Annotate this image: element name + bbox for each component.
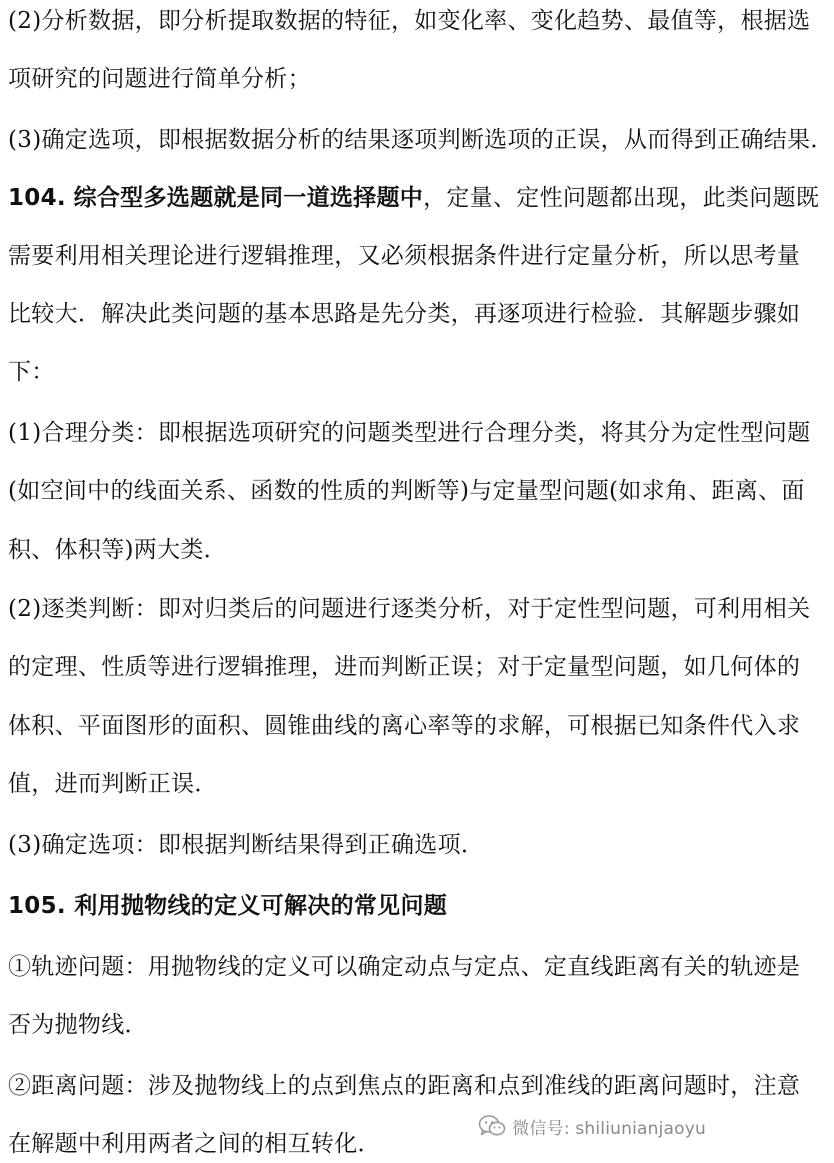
paragraph-line: 需要利用相关理论进行逻辑推理，又必须根据条件进行定量分析，所以思考量 <box>8 243 801 269</box>
paragraph-line: (1)合理分类：即根据选项研究的问题类型进行合理分类，将其分为定性型问题 <box>8 420 811 446</box>
section-105-heading <box>8 891 710 921</box>
section-number: 105. <box>8 893 66 919</box>
paragraph-line: ①轨迹问题：用抛物线的定义可以确定动点与定点、定直线距离有关的轨迹是 <box>8 954 801 980</box>
section-105-title: 利用抛物线的定义可解决的常见问题 <box>74 892 448 919</box>
section-104-lead: 综合型多选题就是同一道选择题中 <box>73 184 424 211</box>
paragraph-line: 值，进而判断正误． <box>8 771 218 797</box>
section-104-lead-rest: ，定量、定性问题都出现，此类问题既 <box>423 185 820 211</box>
paragraph-line: 项研究的问题进行简单分析； <box>8 66 311 92</box>
paragraph-line: (3)确定选项：即根据判断结果得到正确选项． <box>8 832 485 858</box>
paragraph-line: 在解题中利用两者之间的相互转化． <box>8 1131 381 1157</box>
paragraph-line: (2)逐类判断：即对归类后的问题进行逐类分析，对于定性型问题，可利用相关 <box>8 596 811 622</box>
paragraph-line: 比较大．解决此类问题的基本思路是先分类，再逐项进行检验．其解题步骤如 <box>8 301 801 327</box>
watermark <box>478 1110 706 1142</box>
watermark-text: 微信号: shiliunianjaoyu <box>512 1118 706 1139</box>
section-104-first-line <box>8 183 820 213</box>
paragraph-line: 的定理、性质等进行逻辑推理，进而判断正误；对于定量型问题，如几何体的 <box>8 654 801 680</box>
paragraph-line: 下： <box>8 359 55 385</box>
wechat-icon <box>478 1114 506 1138</box>
paragraph-line: 体积、平面图形的面积、圆锥曲线的离心率等的求解，可根据已知条件代入求 <box>8 713 801 739</box>
paragraph-line: (2)分析数据，即分析提取数据的特征，如变化率、变化趋势、最值等，根据选 <box>8 8 811 34</box>
paragraph-line: 积、体积等)两大类． <box>8 537 227 563</box>
section-number: 104. <box>8 185 66 211</box>
paragraph-line: ②距离问题：涉及抛物线上的点到焦点的距离和点到准线的距离问题时，注意 <box>8 1073 801 1099</box>
paragraph-line: (3)确定选项，即根据数据分析的结果逐项判断选项的正误，从而得到正确结果． <box>8 127 834 153</box>
paragraph-line: (如空间中的线面关系、函数的性质的判断等)与定量型问题(如求角、距离、面 <box>8 478 805 504</box>
paragraph-line: 否为抛物线． <box>8 1012 148 1038</box>
